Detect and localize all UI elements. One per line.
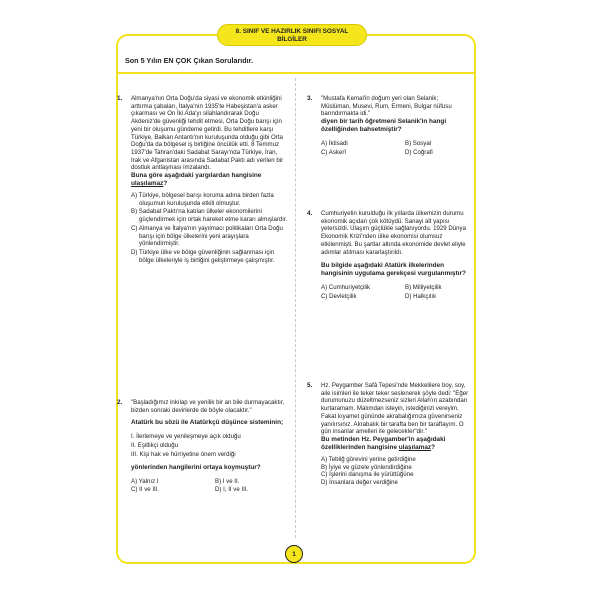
option-c[interactable]: C) İşlerini danışma ile yürüttüğüne bbox=[321, 471, 414, 479]
answer-options bbox=[321, 456, 469, 487]
question-prompt: Atatürk bu sözü ile Atatürkçü düşünce sisteminin; bbox=[131, 419, 284, 427]
option-a[interactable]: A) İktisadi bbox=[321, 140, 348, 148]
option-b[interactable]: B) Milliyetçilik bbox=[405, 284, 442, 292]
title-line-2: BİLGİLER bbox=[277, 36, 307, 43]
page-subtitle: Son 5 Yılın EN ÇOK Çıkan Sorularıdır. bbox=[125, 56, 254, 65]
option-d[interactable]: D) Türkiye ülke ve bölge güvenliğinin sağlanması için bölge ülkeleriyle iş birliğini geliştirmeye çalışmıştır. bbox=[131, 248, 275, 264]
answer-options bbox=[321, 284, 469, 300]
page-number: 1 bbox=[285, 545, 303, 563]
question-stem: Almanya'nın Orta Doğu'da siyasi ve ekonomik etkinliğini arttırma çabaları, İtalya'nın 1935'te Habeşistan'a asker çıkarması ve On İki Ada'yı silahlandırarak Doğu Akdeniz'de güvenliği tehdit etmesi, Orta Doğu barışı için yeni bir oluşumu gündeme getirdi. Bu tehditlere karşı Türkiye, Balkan Antantı'nın kuruluşunda olduğu gibi Orta Doğu'da da bölgesel iş birliğine öncülük etti. 8 Temmuz 1937'de Tahran'daki Sadabat Sarayı'nda Türkiye, İran, Irak ve Afganistan arasında Sadabat Paktı adı verilen bir dostluk antlaşması imzalandı. bbox=[131, 95, 284, 172]
question-2 bbox=[117, 399, 289, 494]
question-number: 4. bbox=[307, 210, 313, 217]
option-b[interactable]: B) Sadabat Paktı'na katılan ülkeler ekonomilerini güçlendirmek için ortak hareket etme kararı almışlardır. bbox=[131, 208, 288, 224]
question-prompt: diyen bir tarih öğretmeni Selanik'in hangi özelliğinden bahsetmiştir? bbox=[321, 118, 447, 134]
option-a[interactable]: A) Türkiye, bölgesel barışı koruma adına birden fazla oluşumun kuruluşunda etkili olmuştur. bbox=[131, 192, 274, 207]
option-d[interactable]: D) İnsanlara değer verdiğine bbox=[321, 479, 398, 487]
answer-options bbox=[131, 192, 289, 264]
question-prompt: Buna göre aşağıdaki yargılardan hangisine ulaşılamaz? bbox=[131, 172, 262, 188]
question-number: 5. bbox=[307, 382, 313, 389]
question-stem: "Başladığımız inkılap ve yenilik bir an bile durmayacaktır, bizden sonraki devirlerde de böyle olacaktır." bbox=[131, 399, 285, 414]
option-c[interactable]: C) Devletçilik bbox=[321, 292, 357, 300]
option-a[interactable]: A) Tebliğ görevini yerine getirdiğine bbox=[321, 455, 416, 463]
column-divider bbox=[295, 78, 296, 538]
question-prompt: Bu metinden Hz. Peygamber'in aşağıdaki özelliklerinden hangisine ulaşılamaz? bbox=[321, 435, 446, 451]
question-stem: "Mustafa Kemal'in doğum yeri olan Selanik; Müslüman, Musevi, Rum, Ermeni, Bulgar nüfusu barındırmakta idi." bbox=[321, 95, 452, 118]
statement-3: III. Kişi hak ve hürriyetine önem verdiği bbox=[131, 450, 236, 458]
option-c[interactable]: C) Almanya ve İtalya'nın yayılmacı politikaları Orta Doğu barışı için bölge ülkelerini yeni arayışlara yönlendirmiştir. bbox=[131, 224, 283, 248]
option-c[interactable]: C) Askerî bbox=[321, 148, 347, 156]
question-number: 3. bbox=[307, 95, 313, 102]
question-stem: Hz. Peygamber Safâ Tepesi'nde Mekkelilere boy, soy, aile isimleri ile teker teker seslenerek şöyle dedi: "Eğer durumunuzu düzeltmezseniz sizleri Allah'ın azabından kurtaramam. Malımdan isteyin, istediğinizi vereyim. Fakat kıyamet gününde akrabalığımıza güvenirseniz yanılırsınız. Akrabalık bir tarafta ben bir taraftayım. O gün insanlar amelleri ile gelecekler"dir." bbox=[321, 382, 469, 436]
option-b[interactable]: B) I ve II. bbox=[215, 477, 240, 485]
question-prompt-2: yönlerinden hangilerini ortaya koymuştur? bbox=[131, 463, 261, 471]
title-banner bbox=[217, 24, 367, 46]
answer-options bbox=[321, 140, 469, 156]
option-d[interactable]: D) Coğrafi bbox=[405, 148, 433, 156]
question-3 bbox=[307, 95, 469, 157]
option-d[interactable]: D) Halkçılık bbox=[405, 292, 437, 300]
question-stem: Cumhuriyetin kurulduğu ilk yıllarda ülkemizin durumu ekonomik açıdan çok kötüydü. Sanayi alt yapısı yetersizdi. Ulaşım güçlükle sağlanıyordu. 1929 Dünya Ekonomik Krizi'nden ülke ekonomisi olumsuz etkilenmişti. Bu şartlar altında ekonomide devlet eliyle adımlar atılması kararlaştırıldı. bbox=[321, 210, 466, 256]
question-prompt: Bu bilgide aşağıdaki Atatürk ilkelerinden hangisinin uygulama gerekçesi vurgulanmıştır? bbox=[321, 262, 466, 278]
question-1 bbox=[117, 95, 289, 265]
statement-list bbox=[131, 433, 289, 458]
question-number: 2. bbox=[117, 399, 123, 406]
title-line-1: 8. SINIF VE HAZIRLIK SINIFI SOSYAL bbox=[235, 28, 349, 35]
emphasis-underline: ulaşılamaz bbox=[131, 180, 164, 188]
answer-options bbox=[131, 478, 289, 494]
emphasis-underline: ulaşılamaz bbox=[398, 443, 432, 451]
statement-1: I. İlerlemeye ve yenileşmeye açık olduğu bbox=[131, 433, 241, 441]
option-b[interactable]: B) İyiye ve güzele yönlendirdiğine bbox=[321, 463, 412, 471]
question-number: 1. bbox=[117, 95, 123, 102]
statement-2: II. Eşitlikçi olduğu bbox=[131, 442, 179, 450]
question-5 bbox=[307, 382, 469, 487]
question-4 bbox=[307, 210, 469, 301]
option-b[interactable]: B) Sosyal bbox=[405, 140, 432, 148]
option-c[interactable]: C) II ve III. bbox=[131, 486, 160, 494]
option-d[interactable]: D) I, II ve III. bbox=[215, 486, 249, 494]
option-a[interactable]: A) Cumhuriyetçilik bbox=[321, 284, 371, 292]
option-a[interactable]: A) Yalnız I bbox=[131, 477, 159, 485]
